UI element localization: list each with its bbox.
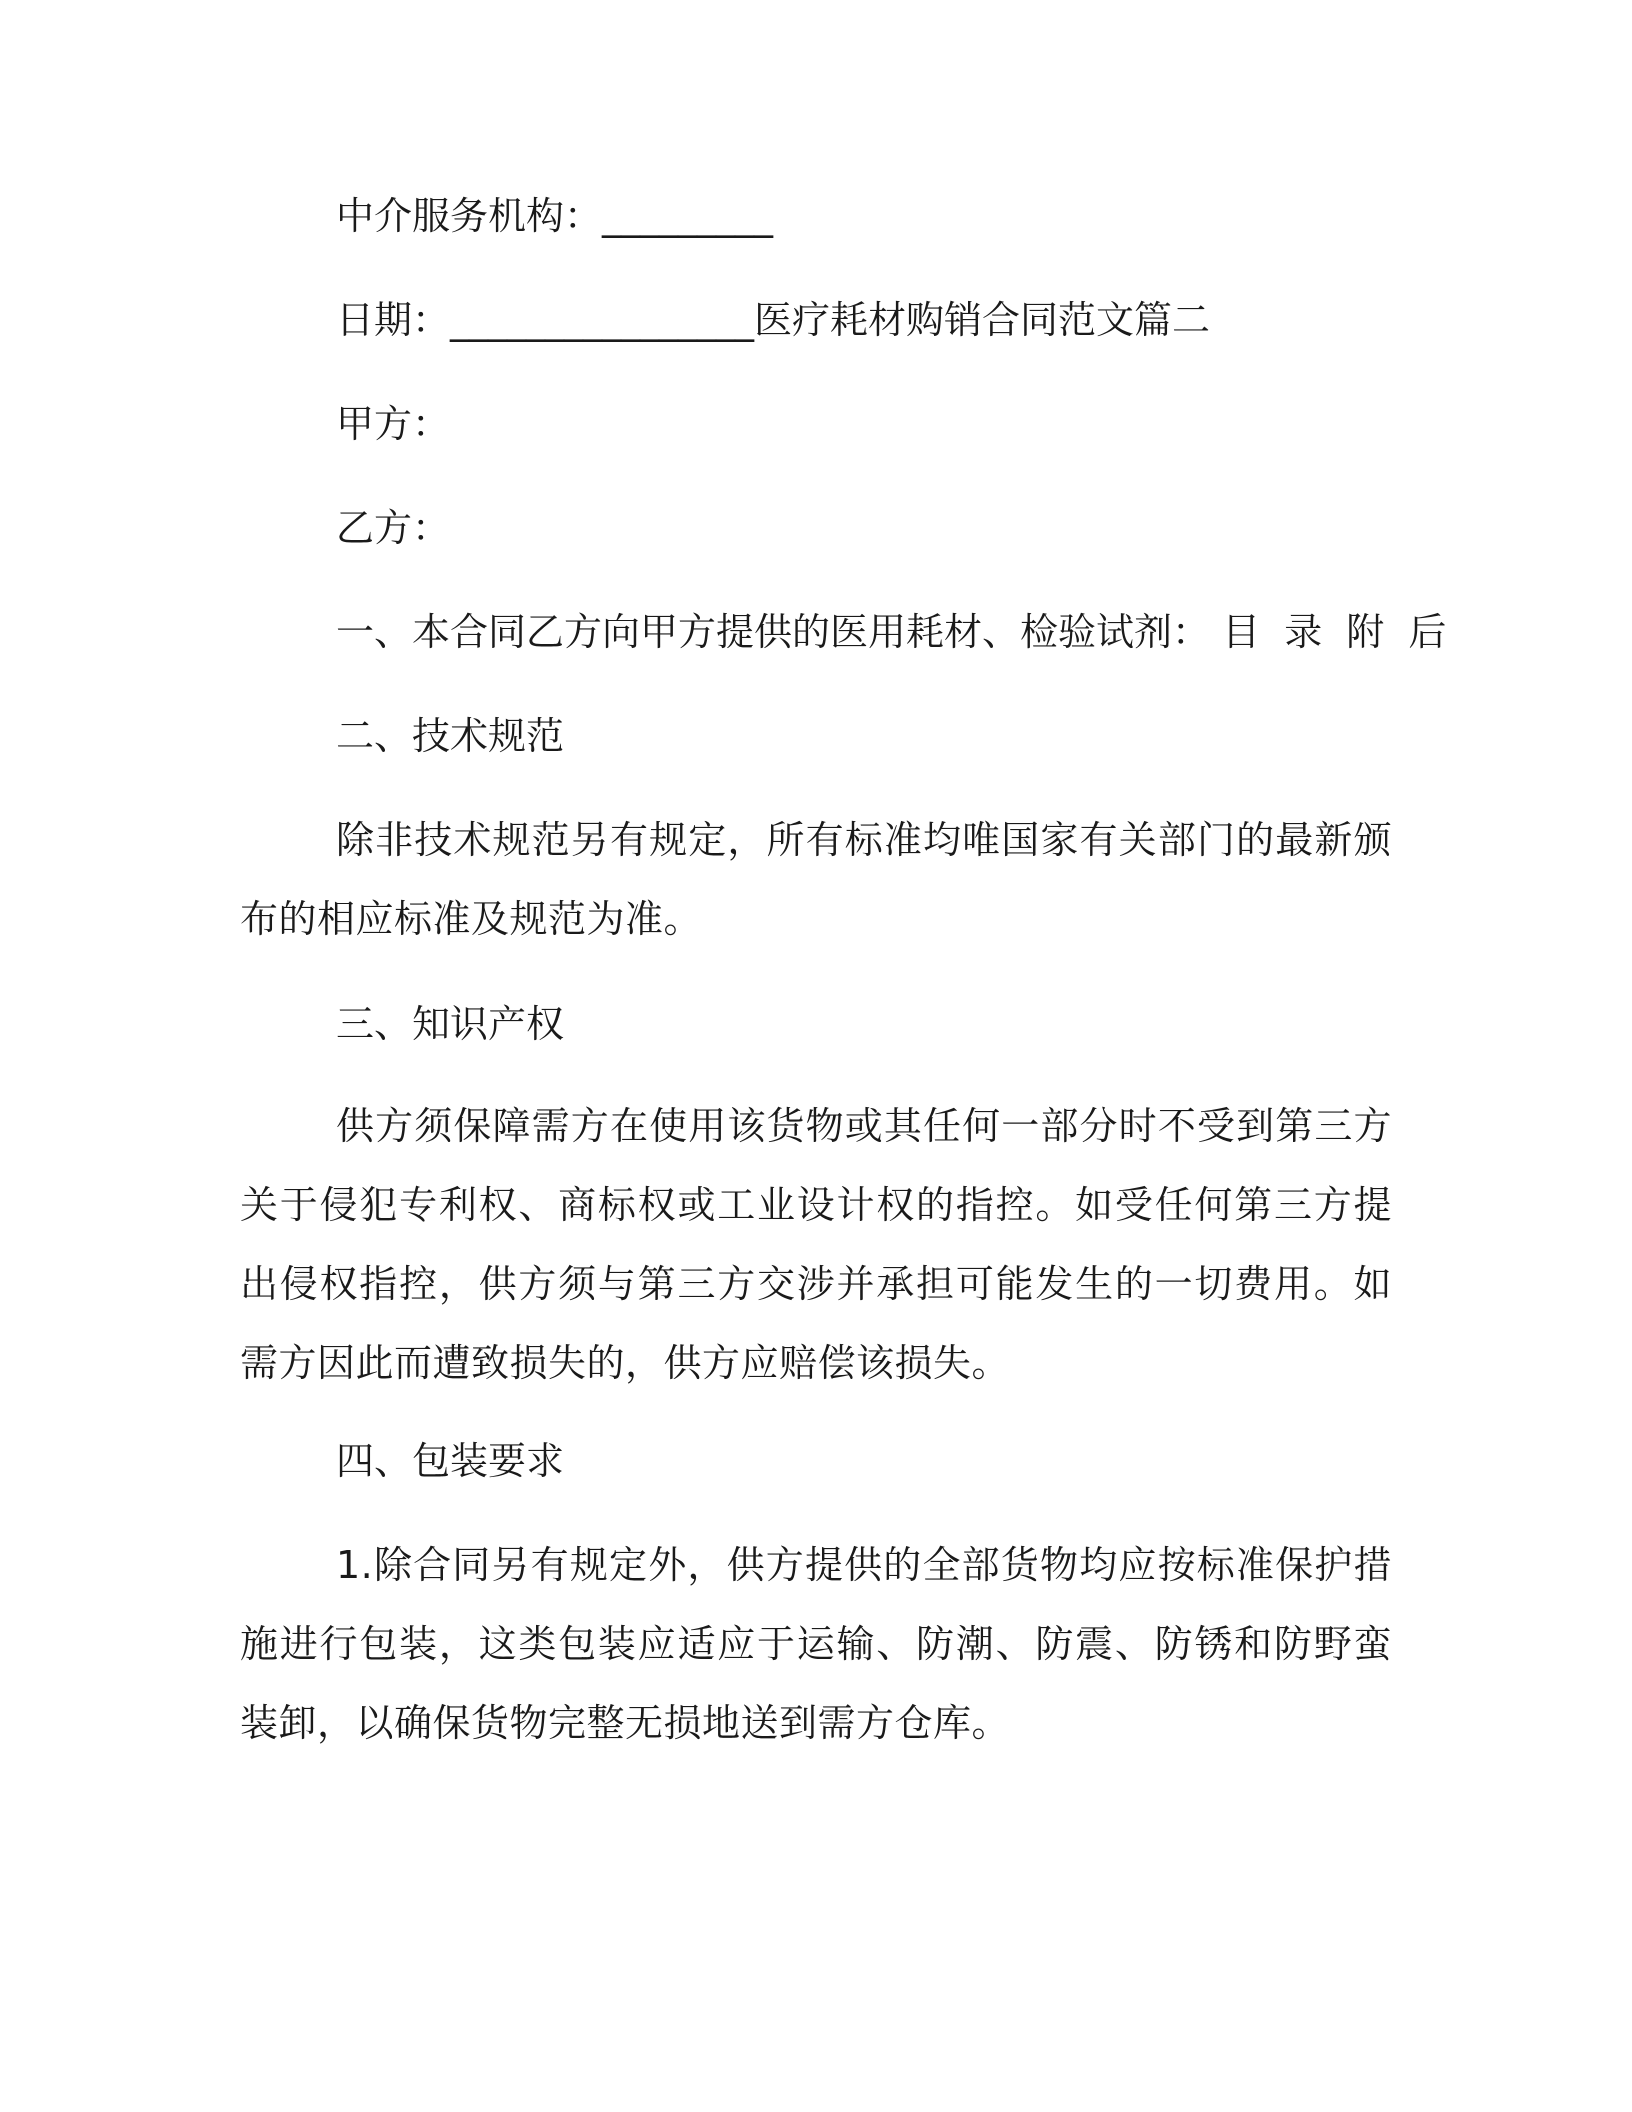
clause-1-line [336, 593, 1453, 672]
section-3-body: 供方须保障需方在使用该货物或其任何一部分时不受到第三方关于侵犯专利权、商标权或工业设计权的指控。如受任何第三方提出侵权指控，供方须与第三方交涉并承担可能发生的一切费用。如需方因此而遭致损失的，供方应赔偿该损失。 [240, 1104, 1392, 1385]
section-4-heading: 四、包装要求 [336, 1439, 565, 1483]
section-2-heading: 二、技术规范 [336, 714, 565, 758]
clause-1-label: 一、本合同乙方向甲方提供的医用耗材、检验试剂： [336, 610, 1211, 654]
section-3-heading: 三、知识产权 [336, 1002, 565, 1046]
agency-line: 中介服务机构：_________ [336, 194, 774, 238]
section-4-item-1: 1.除合同另有规定外，供方提供的全部货物均应按标准保护措施进行包装，这类包装应适应于运输、防潮、防震、防锈和防野蛮装卸，以确保货物完整无损地送到需方仓库。 [240, 1543, 1392, 1745]
clause-1-tail: 目 录 附 后 [1222, 610, 1453, 654]
date-title-line: 日期：________________医疗耗材购销合同范文篇二 [336, 298, 1211, 342]
party-a-line: 甲方： [336, 402, 451, 446]
section-2-body: 除非技术规范另有规定，所有标准均唯国家有关部门的最新颁布的相应标准及规范为准。 [240, 818, 1392, 941]
party-b-line: 乙方： [336, 506, 451, 550]
